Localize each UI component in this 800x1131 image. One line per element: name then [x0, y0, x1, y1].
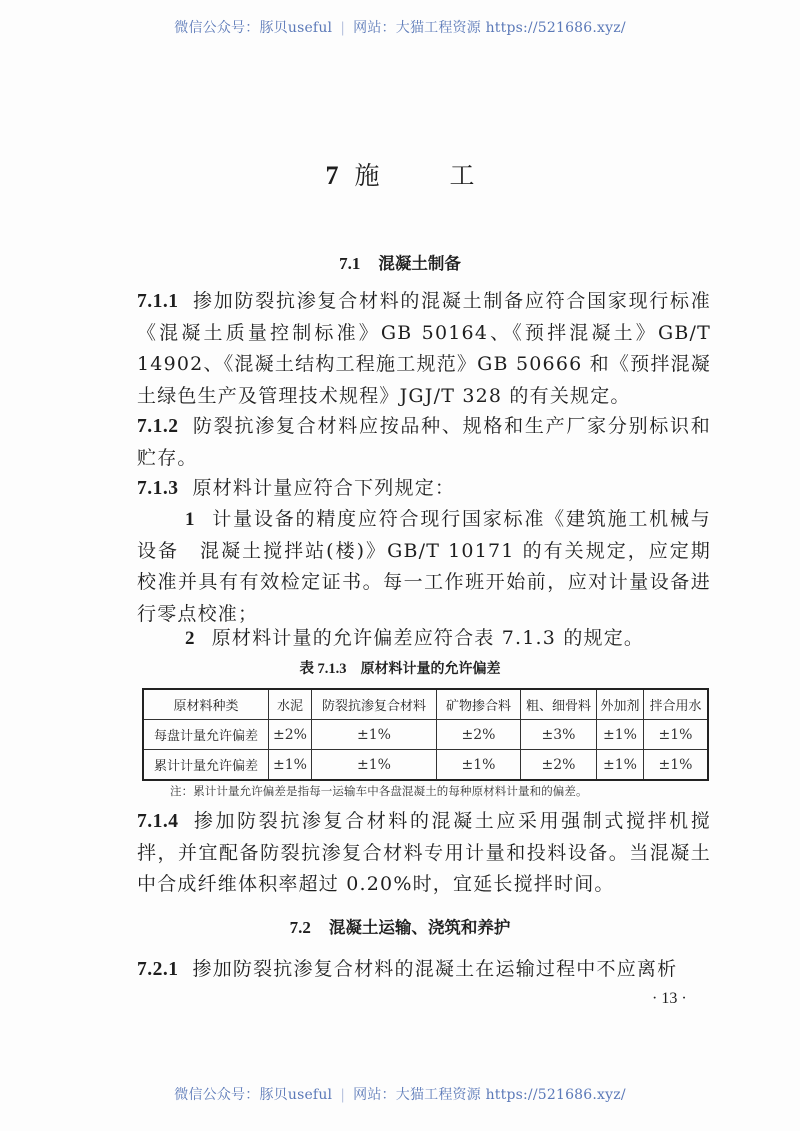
watermark-top: [0, 17, 800, 37]
chapter-title-part1: 施: [354, 161, 380, 190]
table-header-row: [143, 689, 708, 720]
clause-number: 7.2.1: [137, 959, 179, 980]
clause-7-1-3-item-1: [137, 504, 711, 630]
watermark-wechat: 微信公众号：豚贝useful: [174, 20, 333, 36]
table-cell: ±2%: [269, 720, 312, 750]
clause-number: 7.1.3: [137, 478, 179, 499]
table-caption: [0, 657, 800, 678]
table-cell: ±1%: [437, 750, 521, 781]
watermark-wechat: 微信公众号：豚贝useful: [174, 1087, 333, 1103]
clause-number: 7.1.4: [137, 811, 179, 832]
section-title-7-2: [0, 914, 800, 938]
table-header-cell: 拌合用水: [644, 689, 709, 720]
table-cell: ±3%: [521, 720, 597, 750]
page-number: · 13 ·: [652, 990, 687, 1007]
clause-number: 7.1.1: [137, 291, 179, 312]
table-caption-number: 表 7.1.3: [299, 661, 347, 677]
watermark-separator: |: [340, 1087, 346, 1103]
section-number: 7.1: [339, 254, 361, 273]
clause-7-1-3-item-2: [137, 623, 711, 655]
clause-number: 7.1.2: [137, 416, 179, 437]
table-header-cell: 防裂抗渗复合材料: [312, 689, 437, 720]
section-heading: 混凝土制备: [378, 254, 461, 273]
watermark-separator: |: [340, 20, 346, 36]
clause-text: 原材料计量应符合下列规定：: [192, 477, 456, 499]
table-cell: ±1%: [312, 750, 437, 781]
table-row: [143, 720, 708, 750]
table-cell: ±1%: [644, 750, 709, 781]
table-cell: ±1%: [597, 720, 644, 750]
clause-text: 防裂抗渗复合材料应按品种、规格和生产厂家分别标识和贮存。: [137, 415, 711, 469]
table-note: 注：累计计量允许偏差是指每一运输车中各盘混凝土的每种原材料计量和的偏差。: [170, 784, 588, 798]
table-cell: ±2%: [521, 750, 597, 781]
chapter-title-part2: 工: [449, 161, 475, 190]
item-text: 计量设备的精度应符合现行国家标准《建筑施工机械与设备 混凝土搅拌站(楼)》GB/T 10171 的有关规定，应定期校准并具有有效检定证书。每一工作班开始前，应对计量设备进行零点校准；: [137, 508, 711, 625]
tolerance-table: [142, 688, 709, 781]
clause-text: 掺加防裂抗渗复合材料的混凝土在运输过程中不应离析: [192, 958, 678, 980]
section-heading: 混凝土运输、浇筑和养护: [328, 918, 511, 937]
chapter-number: 7: [325, 161, 339, 190]
clause-7-1-3: [137, 473, 711, 505]
clause-7-2-1: [137, 954, 711, 986]
clause-7-1-1: [137, 286, 711, 412]
table-header-cell: 水泥: [269, 689, 312, 720]
watermark-website: 网站：大猫工程资源 https://521686.xyz/: [353, 20, 626, 36]
watermark-website: 网站：大猫工程资源 https://521686.xyz/: [353, 1087, 626, 1103]
clause-7-1-2: [137, 411, 711, 474]
table-caption-title: 原材料计量的允许偏差: [360, 661, 501, 677]
table-cell: ±1%: [597, 750, 644, 781]
table-row-label: 累计计量允许偏差: [143, 750, 269, 781]
table-cell: ±1%: [312, 720, 437, 750]
table-cell: ±1%: [269, 750, 312, 781]
watermark-bottom: [0, 1084, 800, 1104]
item-number: 2: [185, 628, 196, 649]
section-title-7-1: [0, 250, 800, 274]
table-cell: ±1%: [644, 720, 709, 750]
clause-text: 掺加防裂抗渗复合材料的混凝土制备应符合国家现行标准《混凝土质量控制标准》GB 50164、《预拌混凝土》GB/T 14902、《混凝土结构工程施工规范》GB 50666 和《预拌混凝土绿色生产及管理技术规程》JGJ/T 328 的有关规定。: [137, 290, 711, 407]
table-header-cell: 粗、细骨料: [521, 689, 597, 720]
table-row-label: 每盘计量允许偏差: [143, 720, 269, 750]
table-row: [143, 750, 708, 781]
clause-7-1-4: [137, 806, 711, 901]
chapter-title: [0, 156, 800, 192]
item-text: 原材料计量的允许偏差应符合表 7.1.3 的规定。: [211, 627, 645, 649]
clause-text: 掺加防裂抗渗复合材料的混凝土应采用强制式搅拌机搅拌，并宜配备防裂抗渗复合材料专用计量和投料设备。当混凝土中合成纤维体积率超过 0.20%时，宜延长搅拌时间。: [137, 810, 711, 895]
table-header-cell: 原材料种类: [143, 689, 269, 720]
table-header-cell: 矿物掺合料: [437, 689, 521, 720]
table-cell: ±2%: [437, 720, 521, 750]
item-number: 1: [185, 509, 196, 530]
table-header-cell: 外加剂: [597, 689, 644, 720]
section-number: 7.2: [289, 918, 311, 937]
